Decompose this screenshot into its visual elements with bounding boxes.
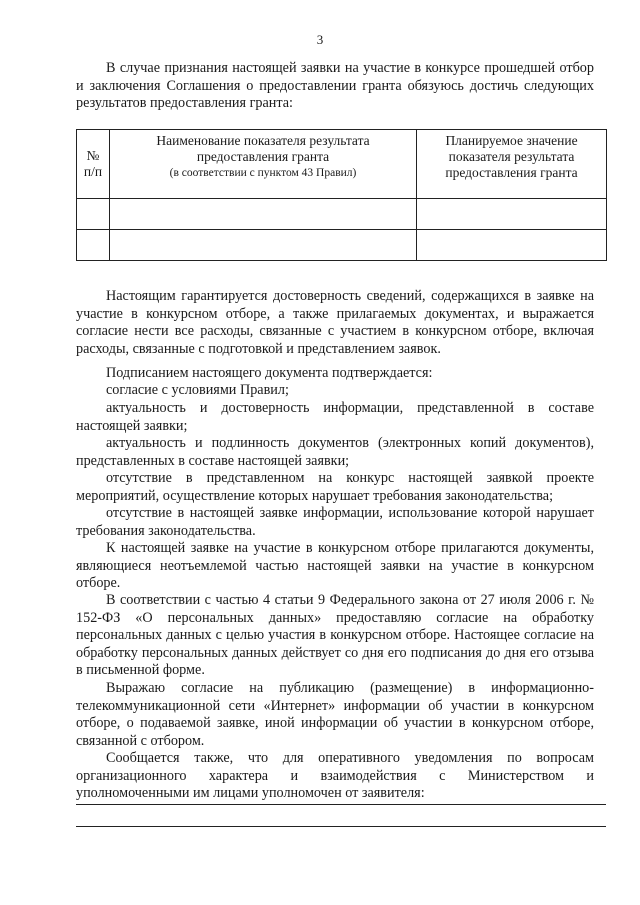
publication-paragraph: Выражаю согласие на публикацию (размещение) в информационно-телекоммуникационной сети «Интернет» информации об участии в конкурсном отборе, о подаваемой заявке, иной информации об участии в конкурсном отборе, связанной с отбором. <box>76 680 594 749</box>
table-row <box>77 199 607 230</box>
header-indicator-line1: Наименование показателя результата <box>156 133 370 148</box>
header-value-line3: предоставления гранта <box>445 165 578 180</box>
results-table <box>76 129 607 261</box>
confirm-item-accuracy: актуальность и достоверность информации, представленной в составе настоящей заявки; <box>76 400 594 434</box>
results-table-header <box>77 130 607 199</box>
confirm-item-no-violations: отсутствие в представленном на конкурс настоящей заявкой проекте мероприятий, осуществление которых нарушает требования законодательства; <box>76 470 594 504</box>
contact-paragraph: Сообщается также, что для оперативного уведомления по вопросам организационного характера и взаимодействия с Министерством и уполномоченными им лицами уполномочен от заявителя: <box>76 750 594 802</box>
header-indicator-line2: предоставления гранта <box>196 149 330 164</box>
header-number-line1: № <box>86 148 100 163</box>
table-cell <box>110 199 417 230</box>
header-value-cell <box>417 130 607 199</box>
attachments-paragraph: К настоящей заявке на участие в конкурсном отборе прилагаются документы, являющиеся неотъемлемой частью настоящей заявки на участие в конкурсном отборе. <box>76 540 594 592</box>
table-row <box>77 230 607 261</box>
header-number-line2: п/п <box>83 164 103 179</box>
confirm-item-no-illegal-info: отсутствие в настоящей заявке информации, использование которой нарушает требования законодательства. <box>76 505 594 539</box>
header-number-cell <box>77 130 110 199</box>
header-value-line1: Планируемое значение <box>445 133 578 148</box>
header-value-line2: показателя результата <box>448 149 575 164</box>
intro-paragraph: В случае признания настоящей заявки на участие в конкурсе прошедшей отбор и заключения Соглашения о предоставлении гранта обязуюсь достичь следующих результатов предоставления гранта: <box>76 60 594 112</box>
page-number: 3 <box>316 32 324 47</box>
personal-data-paragraph: В соответствии с частью 4 статьи 9 Федерального закона от 27 июля 2006 г. № 152-ФЗ «О персональных данных» предоставляю согласие на обработку персональных данных с целью участия в конкурсном отборе. Настоящее согласие на обработку персональных данных действует со дня его подписания до дня его отзыва в письменной форме. <box>76 592 594 679</box>
header-indicator-note: (в соответствии с пунктом 43 Правил) <box>169 167 357 179</box>
table-cell <box>110 230 417 261</box>
confirm-item-rules: согласие с условиями Правил; <box>106 382 289 398</box>
table-cell <box>77 199 110 230</box>
header-indicator-cell <box>110 130 417 199</box>
guarantee-paragraph: Настоящим гарантируется достоверность сведений, содержащихся в заявке на участие в конкурсном отборе, а также прилагаемых документах, и выражается согласие нести все расходы, связанные с участием в конкурсном отборе, включая расходы, связанные с подготовкой и представлением заявок. <box>76 288 594 357</box>
table-cell <box>417 199 607 230</box>
confirm-item-authenticity: актуальность и подлинность документов (электронных копий документов), представленных в составе настоящей заявки; <box>76 435 594 469</box>
table-cell <box>417 230 607 261</box>
contact-fill-line-2 <box>76 826 606 827</box>
contact-fill-line-1 <box>76 804 606 805</box>
confirm-heading: Подписанием настоящего документа подтверждается: <box>106 365 433 381</box>
table-cell <box>77 230 110 261</box>
